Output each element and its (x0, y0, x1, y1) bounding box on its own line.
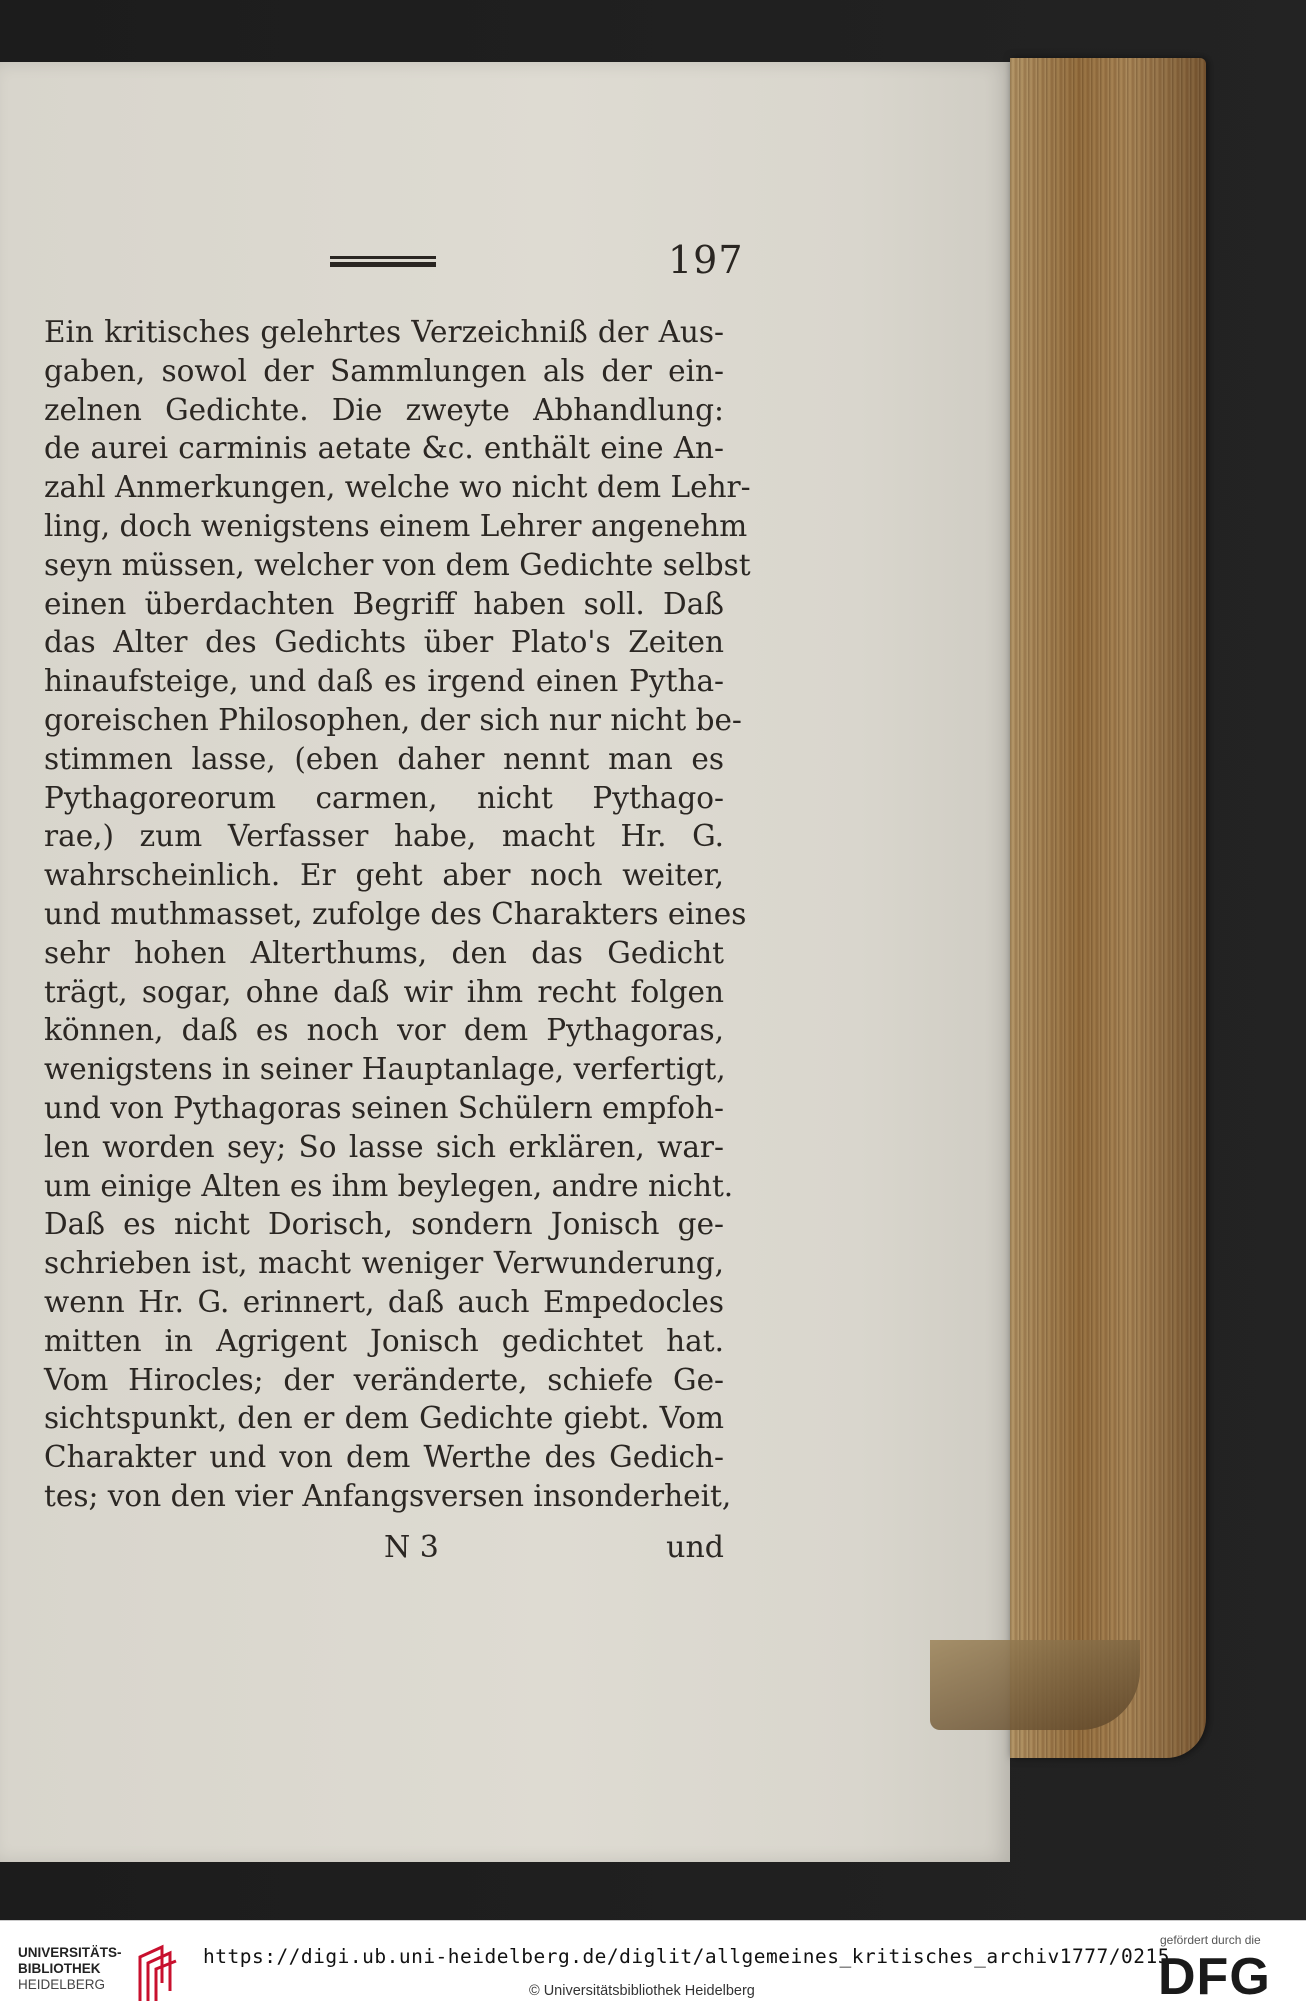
text-line: einen überdachten Begriff haben soll. Daß (44, 586, 724, 621)
library-name-line3: HEIDELBERG (18, 1977, 106, 1992)
text-line: tes; von den vier Anfangsversen insonderheit, (44, 1478, 732, 1513)
text-line: wenn Hr. G. erinnert, daß auch Empedocles (44, 1284, 724, 1319)
text-line: Daß es nicht Dorisch, sondern Jonisch ge- (44, 1207, 724, 1242)
text-line: hinaufsteige, und daß es irgend einen Pytha- (44, 664, 724, 699)
text-line: stimmen lasse, (eben daher nennt man es (44, 741, 724, 776)
text-line: len worden sey; So lasse sich erklären, war- (44, 1129, 724, 1164)
text-line: wahrscheinlich. Er geht aber noch weiter, (44, 858, 724, 893)
text-line: Ein kritisches gelehrtes Verzeichniß der Aus- (44, 315, 724, 349)
page-footer (44, 1530, 724, 1570)
text-line: sehr hohen Alterthums, den das Gedicht (44, 935, 724, 970)
text-line: rae,) zum Verfasser habe, macht Hr. G. (44, 819, 724, 854)
dfg-logo: DFG (1158, 1948, 1271, 2006)
text-line: trägt, sogar, ohne daß wir ihm recht folgen (44, 974, 724, 1009)
page-number: 197 (668, 238, 744, 282)
book-corner (930, 1640, 1140, 1730)
catchword: und (666, 1530, 724, 1565)
signature-mark: N 3 (384, 1530, 439, 1565)
library-logo-icon (136, 1943, 180, 2005)
text-line: mitten in Agrigent Jonisch gedichtet hat. (44, 1323, 724, 1358)
text-line: um einige Alten es ihm beylegen, andre nicht. (44, 1168, 734, 1203)
copyright-notice: © Universitätsbibliothek Heidelberg (529, 1983, 755, 1999)
body-text (44, 313, 751, 1516)
text-line: wenigstens in seiner Hauptanlage, verfertigt, (44, 1052, 726, 1087)
library-logo-text (18, 1945, 122, 1993)
text-line: goreischen Philosophen, der sich nur nicht be- (44, 702, 742, 737)
text-line: schrieben ist, macht weniger Verwunderung, (44, 1246, 724, 1281)
library-name-line1: UNIVERSITÄTS- (18, 1945, 122, 1960)
text-line: Vom Hirocles; der veränderte, schiefe Ge- (44, 1362, 724, 1397)
book-fore-edge (1010, 58, 1206, 1758)
funded-by-label: gefördert durch die (1160, 1933, 1261, 1947)
text-line: sichtspunkt, den er dem Gedichte giebt. Vom (44, 1401, 724, 1436)
header-rule (330, 256, 436, 267)
text-line: zelnen Gedichte. Die zweyte Abhandlung: (44, 392, 724, 427)
text-line: seyn müssen, welcher von dem Gedichte selbst (44, 547, 751, 582)
text-line: Charakter und von dem Werthe des Gedich- (44, 1440, 724, 1475)
library-name-line2: BIBLIOTHEK (18, 1961, 101, 1976)
text-line: ling, doch wenigstens einem Lehrer angenehm (44, 508, 748, 543)
text-line: und von Pythagoras seinen Schülern empfoh- (44, 1090, 724, 1125)
viewer-footer-bar (0, 1920, 1306, 2016)
text-line: Pythagoreorum carmen, nicht Pythago- (44, 780, 724, 815)
permalink-url[interactable]: https://digi.ub.uni-heidelberg.de/diglit/allgemeines_kritisches_archiv1777/0215 (203, 1945, 1170, 1968)
text-line: zahl Anmerkungen, welche wo nicht dem Lehr- (44, 470, 751, 505)
text-line: das Alter des Gedichts über Plato's Zeiten (44, 625, 724, 660)
text-line: und muthmasset, zufolge des Charakters eines (44, 896, 747, 931)
text-line: können, daß es noch vor dem Pythagoras, (44, 1013, 724, 1048)
text-line: de aurei carminis aetate &c. enthält eine An- (44, 431, 724, 466)
text-line: gaben, sowol der Sammlungen als der ein- (44, 353, 724, 388)
